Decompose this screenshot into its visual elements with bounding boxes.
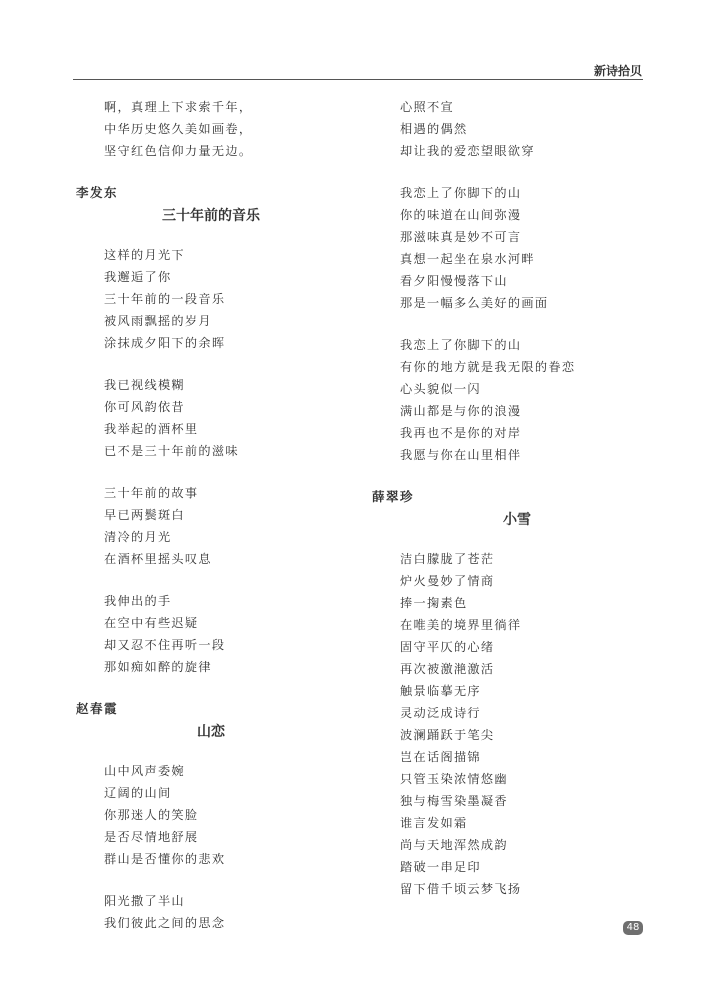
poem-line: 被风雨飘摇的岁月 <box>104 314 212 328</box>
poem-line: 我恋上了你脚下的山 <box>400 338 522 352</box>
poem-line: 岂在话阁描锦 <box>400 750 481 764</box>
poem-line: 踏破一串足印 <box>400 860 481 874</box>
poem-line: 三十年前的一段音乐 <box>104 292 226 306</box>
section-title: 新诗拾贝 <box>593 64 642 78</box>
poem-line: 我已视线模糊 <box>104 378 185 392</box>
poem-line: 再次被激滟激活 <box>400 662 495 676</box>
poem-line: 那是一幅多么美好的画面 <box>400 296 549 310</box>
poem-line: 我们彼此之间的思念 <box>104 916 226 930</box>
poem-line: 你那迷人的笑脸 <box>104 808 199 822</box>
poem-line: 留下借千顷云梦飞扬 <box>400 882 522 896</box>
poem-line: 三十年前的故事 <box>104 486 199 500</box>
poem2-stanza-5 <box>372 334 662 466</box>
poem1-title: 三十年前的音乐 <box>162 208 260 224</box>
poem-line: 我恋上了你脚下的山 <box>400 186 522 200</box>
poem2-title: 山恋 <box>197 724 225 740</box>
poem-line: 独与梅雪染墨凝香 <box>400 794 508 808</box>
poem-line: 山中风声委婉 <box>104 764 185 778</box>
poem-line: 坚守红色信仰力量无边。 <box>104 144 253 158</box>
poem-line: 看夕阳慢慢落下山 <box>400 274 508 288</box>
left-column <box>76 96 346 934</box>
poem-line: 固守平仄的心绪 <box>400 640 495 654</box>
poem-line: 洁白朦胧了苍茫 <box>400 552 495 566</box>
poem-line: 早已两鬓斑白 <box>104 508 185 522</box>
poem-line: 波澜踊跃于笔尖 <box>400 728 495 742</box>
poem2-stanza-2 <box>76 890 346 934</box>
poem1-author: 李发东 <box>76 185 119 200</box>
poem-line: 群山是否懂你的悲欢 <box>104 852 226 866</box>
poem-line: 在酒杯里摇头叹息 <box>104 552 212 566</box>
poem-line: 触景临摹无序 <box>400 684 481 698</box>
poem3-title: 小雪 <box>503 512 531 528</box>
poem-line: 中华历史悠久美如画卷， <box>104 122 253 136</box>
poem-line: 涂抹成夕阳下的余晖 <box>104 336 226 350</box>
poem2-author: 赵春霞 <box>76 701 119 716</box>
poem-line: 阳光撒了半山 <box>104 894 185 908</box>
poem-line: 相遇的偶然 <box>400 122 468 136</box>
intro-stanza <box>76 96 346 162</box>
poem-line: 捧一掬素色 <box>400 596 468 610</box>
poem-line: 那如痴如醉的旋律 <box>104 660 212 674</box>
poem-line: 啊，真理上下求索千年， <box>104 100 253 114</box>
poem-line: 尚与天地浑然成韵 <box>400 838 508 852</box>
poem-line: 灵动泛成诗行 <box>400 706 481 720</box>
poem-line: 却又忍不住再听一段 <box>104 638 226 652</box>
poem-line: 心头貌似一闪 <box>400 382 481 396</box>
right-column <box>372 96 662 900</box>
poem-line: 满山都是与你的浪漫 <box>400 404 522 418</box>
poem2-stanza-1 <box>76 760 346 870</box>
poem-line: 我举起的酒杯里 <box>104 422 199 436</box>
poem3-author: 薛翠珍 <box>372 489 415 504</box>
poem-line: 却让我的爱恋望眼欲穿 <box>400 144 535 158</box>
poem-line: 我愿与你在山里相伴 <box>400 448 522 462</box>
poem-line: 有你的地方就是我无限的眷恋 <box>400 360 576 374</box>
poem-line: 已不是三十年前的滋味 <box>104 444 239 458</box>
poem-line: 只管玉染浓情悠幽 <box>400 772 508 786</box>
poem-line: 我邂逅了你 <box>104 270 172 284</box>
poem2-stanza-3 <box>372 96 662 162</box>
poem-line: 在唯美的境界里徜徉 <box>400 618 522 632</box>
poem-line: 谁言发如霜 <box>400 816 468 830</box>
poem-line: 炉火曼妙了情商 <box>400 574 495 588</box>
header-rule <box>73 79 643 80</box>
poem-line: 心照不宣 <box>400 100 454 114</box>
poem1-stanza-2 <box>76 374 346 462</box>
poem2-stanza-4 <box>372 182 662 314</box>
poem-line: 是否尽情地舒展 <box>104 830 199 844</box>
poem3-stanza <box>372 548 662 900</box>
poem-line: 清冷的月光 <box>104 530 172 544</box>
poem-line: 你的味道在山间弥漫 <box>400 208 522 222</box>
poem-line: 辽阔的山间 <box>104 786 172 800</box>
poem-line: 在空中有些迟疑 <box>104 616 199 630</box>
poem-line: 真想一起坐在泉水河畔 <box>400 252 535 266</box>
poem-line: 我再也不是你的对岸 <box>400 426 522 440</box>
poem-line: 那滋味真是妙不可言 <box>400 230 522 244</box>
poem1-stanza-4 <box>76 590 346 678</box>
page-number-badge: 48 <box>623 921 643 935</box>
poem-line: 你可风韵依昔 <box>104 400 185 414</box>
poem1-stanza-1 <box>76 244 346 354</box>
poem-line: 这样的月光下 <box>104 248 185 262</box>
poem1-stanza-3 <box>76 482 346 570</box>
poem-line: 我伸出的手 <box>104 594 172 608</box>
